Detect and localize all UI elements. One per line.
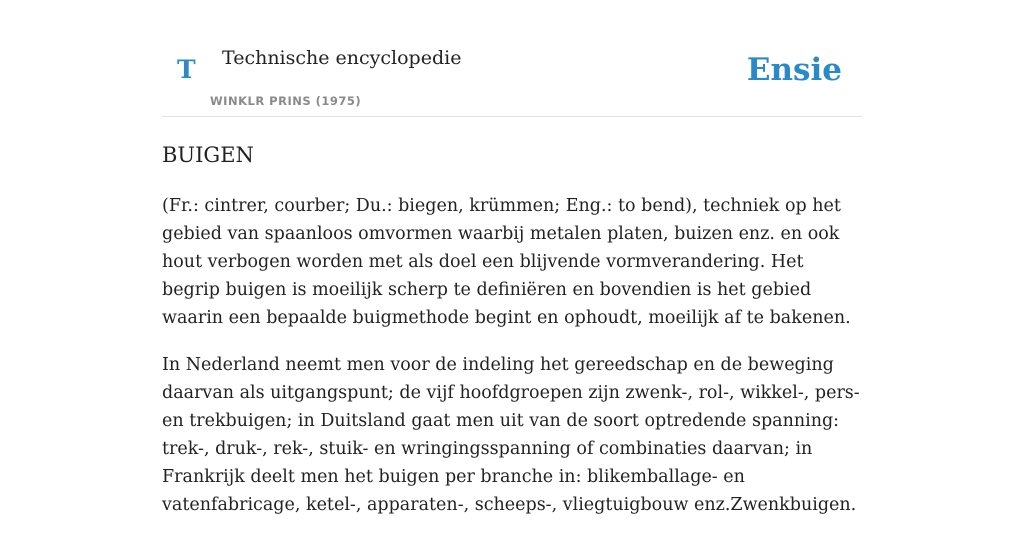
- encyclopedia-logo-letter[interactable]: T: [177, 55, 196, 84]
- page-container: [162, 0, 862, 515]
- article-paragraph: In Nederland neemt men voor de indeling het gereedschap en de beweging daarvan als uitgangspunt; de vijf hoofdgroepen zijn zwenk-, rol-, wikkel-, pers- en trekbuigen; in Duitsland gaat men uit van de soort optredende spanning: trek-, druk-, rek-, stuik- en wringingsspanning of combinaties daarvan; in Frankrijk deelt men het buigen per branche in: blikemballage- en vatenfabricage, ketel-, apparaten-, scheeps-, vliegtuigbouw enz.Zwenkbuigen.: [162, 355, 860, 515]
- article-paragraph: (Fr.: cintrer, courber; Du.: biegen, krümmen; Eng.: to bend), techniek op het gebied van spaanloos omvormen waarbij metalen platen, buizen enz. en ook hout verbogen worden met als doel een blijvende vormverandering. Het begrip buigen is moeilijk scherp te definiëren en bovendien is het gebied waarin een bepaalde buigmethode begint en ophoudt, moeilijk af te bakenen.: [162, 196, 851, 328]
- article-headword: BUIGEN: [162, 143, 254, 167]
- ensie-brand-logo[interactable]: Ensie: [746, 52, 842, 88]
- article-body: [162, 192, 864, 538]
- page-header: [162, 0, 862, 117]
- source-label: WINKLR PRINS (1975): [210, 94, 362, 108]
- encyclopedia-title-link[interactable]: Technische encyclopedie: [222, 47, 462, 69]
